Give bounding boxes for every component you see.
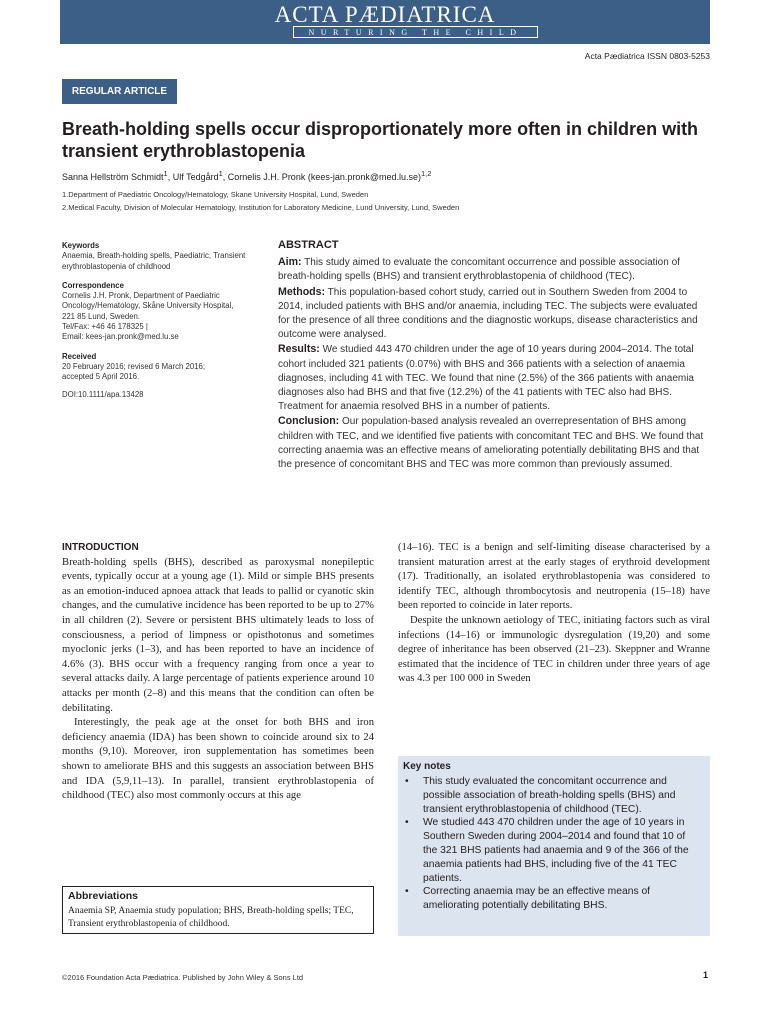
key-note-item: • We studied 443 470 children under the age of 10 years in Southern Sweden during 2004–2014 and found that 10 of the 321 BHS patients had anaemia and 9 of the 366 of the anaemia patients had BHS, including five of the 41 TEC patients. bbox=[403, 816, 702, 885]
key-notes-box bbox=[398, 756, 710, 936]
body-column-left bbox=[62, 541, 374, 804]
conclusion-text: Our population-based analysis revealed an overrepresentation of BHS among children with TEC, and we identified five patients with concomitant TEC and BHS. We found that correcting anaemia was an effective means of ameliorating potentially debilitating BHS and that the presence of concomitant BHS and TEC was more common than previously assumed. bbox=[278, 416, 704, 471]
key-note-item: • Correcting anaemia may be an effective means of ameliorating potentially debilitating BHS. bbox=[403, 885, 702, 913]
body-paragraph: (14–16). TEC is a benign and self-limiting disease characterised by a transient maturation arrest at the early stages of erythroid development (17). Traditionally, an isolated erythroblastopenia was considered to identify TEC, although thrombocytosis and neutropenia (15–18) have been reported to coincide in later reports. bbox=[398, 542, 710, 612]
aim-label: Aim: bbox=[278, 256, 302, 269]
aim-text: This study aimed to evaluate the concomitant occurrence and possible association of breath-holding spells (BHS) and transient erythroblastopenia of childhood (TEC). bbox=[278, 257, 680, 283]
results-label: Results: bbox=[278, 343, 320, 356]
author-affiliation-mark: 1 bbox=[218, 169, 223, 178]
article-type-badge: REGULAR ARTICLE bbox=[62, 79, 177, 104]
page-number: 1 bbox=[702, 970, 708, 980]
correspondence-email: Email: kees-jan.pronk@med.lu.se bbox=[62, 332, 179, 342]
journal-issn: Acta Pædiatrica ISSN 0803-5253 bbox=[584, 51, 710, 61]
abbreviations-box bbox=[62, 886, 374, 934]
body-column-right bbox=[398, 541, 710, 687]
keywords-text: Anaemia, Breath-holding spells, Paediatric, Transient erythroblastopenia of childhood bbox=[62, 251, 246, 271]
abstract-methods bbox=[278, 285, 710, 343]
abbreviations-text: Anaemia SP, Anaemia study population; BHS, Breath-holding spells; TEC, Transient erythroblastopenia of childhood. bbox=[68, 906, 354, 929]
affiliation-2: 2.Medical Faculty, Division of Molecular Hematology, Institution for Laboratory Medicine, Lund University, Lund, Sweden bbox=[62, 203, 460, 212]
author-separator: , bbox=[167, 172, 173, 182]
key-notes-title: Key notes bbox=[403, 761, 451, 772]
received-line: 20 February 2016; revised 6 March 2016; bbox=[62, 361, 206, 371]
abstract-conclusion bbox=[278, 414, 710, 472]
conclusion-label: Conclusion: bbox=[278, 415, 340, 428]
key-note-item: • This study evaluated the concomitant occurrence and possible association of breath-holding spells (BHS) and transient erythroblastopenia of childhood (TEC). bbox=[403, 775, 702, 816]
abbreviations-title: Abbreviations bbox=[68, 890, 139, 902]
journal-name: ACTA PÆDIATRICA bbox=[274, 2, 496, 27]
correspondence-line: Cornelis J.H. Pronk, Department of Paediatric bbox=[62, 291, 220, 301]
author-affiliation-mark: 1,2 bbox=[421, 169, 432, 178]
author-affiliation-mark: 1 bbox=[163, 169, 168, 178]
body-paragraph: Interestingly, the peak age at the onset for both BHS and iron deficiency anaemia (IDA) has been shown to coincide around six to 24 months (9,10). Moreover, iron supplementation has sometimes been shown to ameliorate BHS and this suggests an association between BHS and IDA (5,9,11–13). In parallel, transient erythroblastopenia of childhood (TEC) also most commonly occurs at this age bbox=[62, 717, 374, 802]
abstract-aim bbox=[278, 255, 710, 284]
author-name: Sanna Hellström Schmidt bbox=[62, 172, 164, 182]
doi-text: DOI:10.1111/apa.13428 bbox=[62, 389, 144, 399]
received-heading: Received bbox=[62, 351, 97, 361]
abstract bbox=[278, 238, 710, 472]
introduction-heading: INTRODUCTION bbox=[62, 542, 139, 553]
affiliation-1: 1.Department of Paediatric Oncology/Hematology, Skane University Hospital, Lund, Sweden bbox=[62, 190, 369, 199]
author-list bbox=[62, 169, 702, 182]
author-name: Ulf Tedgård bbox=[172, 172, 219, 182]
copyright-notice: ©2016 Foundation Acta Pædiatrica. Published by John Wiley & Sons Ltd bbox=[62, 973, 304, 982]
methods-text: This population-based cohort study, carried out in Southern Sweden from 2004 to 2014, included patients with BHS and/or anaemia, including TEC. The subjects were evaluated for the presence of all three conditions and the diagnostic workups, disease characteristics and outcome were analysed. bbox=[278, 286, 698, 341]
author-name: Cornelis J.H. Pronk (kees-jan.pronk@med.lu.se) bbox=[227, 172, 422, 182]
author-separator: , bbox=[222, 172, 228, 182]
correspondence-line: Oncology/Hematology, Skåne University Hospital, bbox=[62, 301, 234, 311]
received-line: accepted 5 April 2016. bbox=[62, 372, 140, 382]
body-paragraph: Breath-holding spells (BHS), described as paroxysmal nonepileptic events, typically occur at a young age (1). Mild or simple BHS presents as an emotion-induced apnoea attack that leads to pallid or cyanotic skin changes, and the cumulative incidence has been reported to be up to 27% in all children (2). Severe or persistent BHS ultimately leads to loss of consciousness, a period of limpness or opisthotonus and sometimes myoclonic jerks (1–3), and has been reported to have an incidence of 4.6% (3). BHS occur with a frequency ranging from once a year to several attacks daily. A large percentage of patients experience around 10 attacks per month (2–8) and this means that the condition can often be debilitating. bbox=[62, 556, 374, 714]
key-notes-list bbox=[403, 775, 702, 913]
correspondence-heading: Correspondence bbox=[62, 280, 124, 290]
correspondence-line: Tel/Fax: +46 46 178325 | bbox=[62, 322, 148, 332]
article-metadata bbox=[62, 241, 262, 400]
methods-label: Methods: bbox=[278, 285, 326, 298]
results-text: We studied 443 470 children under the age of 10 years during 2004–2014. The total cohort included 321 patients (0.07%) with BHS and 366 patients with a selection of anaemia diagnoses, including 41 with TEC. We found that nine (2.5%) of the 366 patients with anaemia diagnoses also had BHS and that five (12.2%) of the 41 patients with TEC also had BHS. Treatment for anaemia resolved BHS in a number of patients. bbox=[278, 344, 694, 413]
body-paragraph: Despite the unknown aetiology of TEC, initiating factors such as viral infections (14–16) or immunologic dysregulation (19,20) and some degree of inheritance has been observed (21–23). Skeppner and Wranne estimated that the incidence of TEC in children under three years of age was 4.3 per 100 000 in Sweden bbox=[398, 614, 710, 685]
article-title: Breath-holding spells occur disproportionately more often in children with transient erythroblastopenia bbox=[62, 119, 699, 161]
abstract-heading: ABSTRACT bbox=[278, 239, 339, 251]
keywords-heading: Keywords bbox=[62, 241, 100, 250]
journal-tagline: NURTURING THE CHILD bbox=[293, 26, 538, 38]
journal-masthead bbox=[60, 0, 710, 44]
correspondence-line: 221 85 Lund, Sweden. bbox=[62, 311, 141, 321]
abstract-results bbox=[278, 342, 710, 414]
